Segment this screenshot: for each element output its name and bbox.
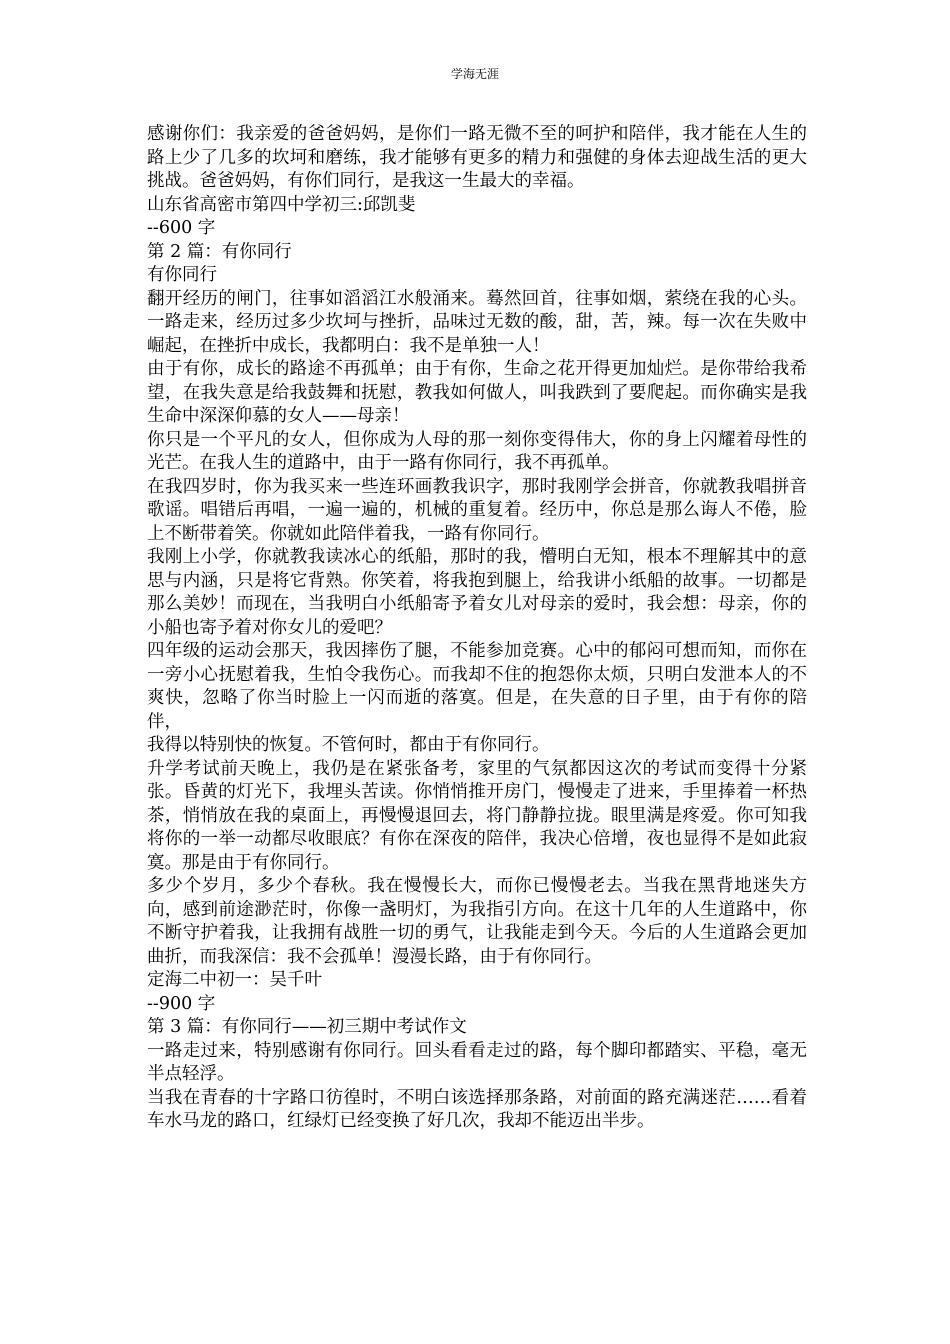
word-count: --900 字 <box>147 993 216 1014</box>
paragraph: 由于有你，成长的路途不再孤单；由于有你，生命之花开得更加灿烂。是你带给我希望，在我失意是给我鼓舞和抚慰，教我如何做人，叫我跌到了要爬起。而你确实是我生命中深深仰慕的女人——母亲！ <box>147 359 807 426</box>
paragraph: 多少个岁月，多少个春秋。我在慢慢长大，而你已慢慢老去。当我在黑背地迷失方向，感到前途渺茫时，你像一盏明灯，为我指引方向。在这十几年的人生道路中，你不断守护着我，让我拥有战胜一切的勇气，让我能走到今天。今后的人生道路会更加曲折，而我深信：我不会孤单！漫漫长路，由于有你同行。 <box>147 876 807 967</box>
paragraph: 在我四岁时，你为我买来一些连环画教我识字，那时我刚学会拼音，你就教我唱拼音歌谣。唱错后再唱，一遍一遍的，机械的重复着。经历中，你总是那么诲人不倦，脸上不断带着笑。你就如此陪伴着我，一路有你同行。 <box>147 476 807 544</box>
word-count: --600 字 <box>147 218 216 238</box>
paragraph: 当我在青春的十字路口彷徨时，不明白该选择那条路，对前面的路充满迷茫……看着车水马龙的路口，红绿灯已经变换了好几次，我却不能迈出半步。 <box>147 1087 807 1131</box>
paragraph: 升学考试前天晚上，我仍是在紧张备考，家里的气氛都因这次的考试而变得十分紧张。昏黄的灯光下，我埋头苦读。你悄悄推开房门，慢慢走了进来，手里捧着一杯热茶，悄悄放在我的桌面上，再慢慢退回去，将门静静拉拢。眼里满是疼爱。你可知我将你的一举一动都尽收眼底？有你在深夜的陪伴，我决心倍增，夜也显得不是如此寂寞。那是由于有你同行。 <box>147 758 807 873</box>
article-title: 有你同行 <box>147 265 217 285</box>
paragraph: 一路走过来，特别感谢有你同行。回头看看走过的路，每个脚印都踏实、平稳，毫无半点轻浮。 <box>147 1040 807 1084</box>
paragraph: 我刚上小学，你就教我读冰心的纸船，那时的我，懵明白无知，根本不理解其中的意思与内涵，只是将它背熟。你笑着，将我抱到腿上，给我讲小纸船的故事。一切都是那么美妙！而现在，当我明白小纸船寄予着女儿对母亲的爱时，我会想：母亲，你的小船也寄予着对你女儿的爱吧？ <box>147 547 807 638</box>
paragraph: 四年级的运动会那天，我因摔伤了腿，不能参加竞赛。心中的郁闷可想而知，而你在一旁小心抚慰着我，生怕令我伤心。而我却不住的抱怨你太烦，只明白发泄本人的不爽快，忽略了你当时脸上一闪而逝的落寞。但是，在失意的日子里，由于有你的陪伴， <box>147 641 807 732</box>
paragraph: 你只是一个平凡的女人，但你成为人母的那一刻你变得伟大，你的身上闪耀着母性的光芒。在我人生的道路中，由于一路有你同行，我不再孤单。 <box>147 429 807 473</box>
article-heading: 第 2 篇：有你同行 <box>147 241 292 262</box>
article-heading: 第 3 篇：有你同行——初三期中考试作文 <box>147 1017 467 1037</box>
author-line: 定海二中初一：吴千叶 <box>147 970 322 990</box>
document-body <box>147 123 807 1134</box>
paragraph: 我得以特别快的恢复。不管何时，都由于有你同行。 <box>147 735 550 755</box>
author-line: 山东省高密市第四中学初三:邱凯斐 <box>147 194 416 215</box>
paragraph-thanks-parents: 感谢你们：我亲爱的爸爸妈妈，是你们一路无微不至的呵护和陪伴，我才能在人生的路上少了几多的坎坷和磨练，我才能够有更多的精力和强健的身体去迎战生活的更大挑战。爸爸妈妈，有你们同行，是我这一生最大的幸福。 <box>147 124 807 191</box>
page-header: 学海无涯 <box>450 67 499 81</box>
paragraph: 翻开经历的闸门，往事如滔滔江水般涌来。蓦然回首，往事如烟，萦绕在我的心头。一路走来，经历过多少坎坷与挫折，品味过无数的酸，甜，苦，辣。每一次在失败中崛起，在挫折中成长，我都明白：我不是单独一人！ <box>147 288 807 356</box>
